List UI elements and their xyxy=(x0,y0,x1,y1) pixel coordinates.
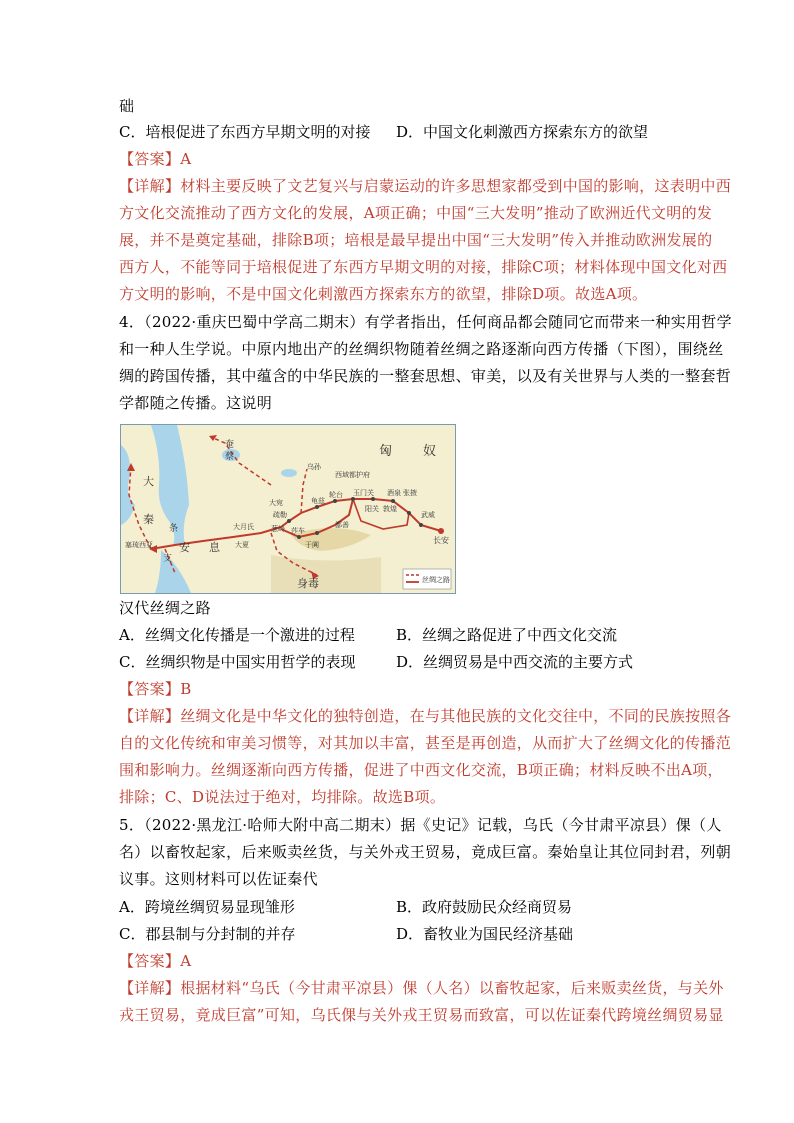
map-label: 玉门关 xyxy=(353,489,374,497)
city-dot-changan xyxy=(438,528,444,534)
map-label: 于阗 xyxy=(305,541,319,549)
city-dot-wuwei xyxy=(419,523,423,527)
q4-option-a: A．丝绸文化传播是一个激进的过程 xyxy=(119,626,355,644)
q4-stem-line: 4．（2022·重庆巴蜀中学高二期末）有学者指出，任何商品都会随同它而带来一种实用哲学 xyxy=(119,313,732,331)
q3-analysis-line: 展，并不是奠定基础，排除B项；培根是最早提出中国“三大发明”传入并推动欧洲发展的 xyxy=(119,231,713,249)
city-dot-yumenguan xyxy=(351,497,355,501)
q5-stem-line: 名）以畜牧起家，后来贩卖丝货，与关外戎王贸易，竟成巨富。秦始皇让其位同封君，列朝 xyxy=(119,843,732,861)
q3-analysis-line: 方文明的影响，不是中国文化刺激西方探索东方的欲望，排除D项。故选A项。 xyxy=(119,285,648,303)
map-label: 长安 xyxy=(433,536,449,545)
map-label: 大 xyxy=(143,475,154,488)
q4-option-b: B．丝绸之路促进了中西文化交流 xyxy=(396,626,618,644)
map-label: 秦 xyxy=(143,513,154,526)
map-label: 大夏 xyxy=(235,541,249,549)
q4-analysis-line: 【详解】丝绸文化是中华文化的独特创造，在与其他民族的文化交往中，不同的民族按照各 xyxy=(119,707,732,725)
plateau-area xyxy=(271,555,381,593)
q3-option-d: D．中国文化刺激西方探索东方的欲望 xyxy=(396,123,649,141)
q4-option-c: C．丝绸织物是中国实用哲学的表现 xyxy=(119,653,356,671)
map-label: 身毒 xyxy=(297,577,319,590)
map-label: 敦煌 xyxy=(383,505,397,513)
legend-label: 丝绸之路 xyxy=(422,576,450,584)
map-label: 西域都护府 xyxy=(335,471,370,479)
map-label: 匈 xyxy=(379,444,393,459)
map-label: 大月氏 xyxy=(233,523,254,531)
city-dot-jiuquan xyxy=(391,499,395,503)
map-label: 阳关 xyxy=(365,505,379,513)
q4-option-d: D．丝绸贸易是中西交流的主要方式 xyxy=(396,653,634,671)
q5-stem-line: 议事。这则材料可以佐证秦代 xyxy=(119,870,318,888)
map-label: 支 xyxy=(163,554,173,564)
q3-option-c: C．培根促进了东西方早期文明的对接 xyxy=(119,123,371,141)
map-label: 蔡 xyxy=(225,452,235,462)
city-dot-shule xyxy=(287,519,291,523)
q4-stem-line: 绸的跨国传播，其中蕴含的中华民族的一整套思想、审美，以及有关世界与人类的一整套哲 xyxy=(119,367,732,385)
q4-stem-line: 和一种人生学说。中原内地出产的丝绸织物随着丝绸之路逐渐向西方传播（下图），围绕丝 xyxy=(119,340,724,358)
map-label: 轮台 xyxy=(329,491,343,499)
q3-analysis-line: 方文化交流推动了西方文化的发展，A项正确；中国“三大发明”推动了欧洲近代文明的发 xyxy=(119,204,713,222)
map-label: 龟兹 xyxy=(311,497,325,505)
q5-option-d: D．畜牧业为国民经济基础 xyxy=(396,925,574,943)
q4-analysis-line: 排除；C、D说法过于绝对，均排除。故选B项。 xyxy=(119,788,446,806)
map-label: 鄯善 xyxy=(335,521,349,529)
map-label: 酒泉 xyxy=(387,489,401,497)
q5-analysis-line: 【详解】根据材料“乌氏（今甘肃平凉县）倮（人名）以畜牧起家，后来贩卖丝货，与关外 xyxy=(119,979,724,997)
city-dot-zhangye xyxy=(407,511,411,515)
map-label: 奄 xyxy=(225,440,235,450)
map-label: 息 xyxy=(209,541,220,554)
q5-option-c: C．郡县制与分封制的并存 xyxy=(119,925,296,943)
lake xyxy=(281,469,297,477)
q4-analysis-line: 围和影响力。丝绸逐渐向西方传播，促进了中西文化交流，B项正确；材料反映不出A项， xyxy=(119,761,723,779)
map-label: 武威 xyxy=(421,511,435,519)
map-label: 莎车 xyxy=(291,527,305,535)
map-label: 奴 xyxy=(423,444,437,459)
q3-answer: 【答案】A xyxy=(119,150,192,168)
map-label: 乌孙 xyxy=(307,463,321,471)
q3-analysis-line: 西方人，不能等同于培根促进了东西方早期文明的对接，排除C项；材料体现中国文化对西 xyxy=(119,258,728,276)
map-label: 安 xyxy=(179,541,190,554)
map-label: 塞琉西亚 xyxy=(125,541,153,549)
q3-stem-continuation: 础 xyxy=(119,97,135,115)
map-label: 张掖 xyxy=(403,489,417,497)
q4-map-caption: 汉代丝绸之路 xyxy=(119,599,211,617)
silk-road-map-svg xyxy=(121,425,455,593)
q3-analysis-line: 【详解】材料主要反映了文艺复兴与启蒙运动的许多思想家都受到中国的影响，这表明中西 xyxy=(119,177,732,195)
q5-stem-line: 5．（2022·黑龙江·哈师大附中高二期末）据《史记》记载，乌氏（今甘肃平凉县）倮（人 xyxy=(119,816,722,834)
q4-answer: 【答案】B xyxy=(119,680,192,698)
city-dot-lunta xyxy=(333,499,337,503)
city-dot-shache xyxy=(297,535,301,539)
q5-answer: 【答案】A xyxy=(119,952,192,970)
city-dot-qiuci xyxy=(315,505,319,509)
silk-road-map xyxy=(120,424,456,594)
q5-option-b: B．政府鼓励民众经商贸易 xyxy=(396,898,573,916)
q5-option-a: A．跨境丝绸贸易显现雏形 xyxy=(119,898,295,916)
map-label: 条 xyxy=(169,524,179,534)
city-dot-dunhuang xyxy=(371,497,375,501)
city-dot-yutian xyxy=(315,531,319,535)
q4-stem-line: 学都随之传播。这说明 xyxy=(119,394,273,412)
q4-analysis-line: 自的文化传统和审美习惯等，对其加以丰富，甚至是再创造，从而扩大了丝绸文化的传播范 xyxy=(119,734,732,752)
map-label: 葱岭 xyxy=(271,525,285,533)
map-label: 大宛 xyxy=(269,499,283,507)
map-label: 疏勒 xyxy=(273,511,287,519)
map-legend xyxy=(403,569,451,589)
q5-analysis-line: 戎王贸易，竟成巨富”可知，乌氏倮与关外戎王贸易而致富，可以佐证秦代跨境丝绸贸易显 xyxy=(119,1006,724,1024)
